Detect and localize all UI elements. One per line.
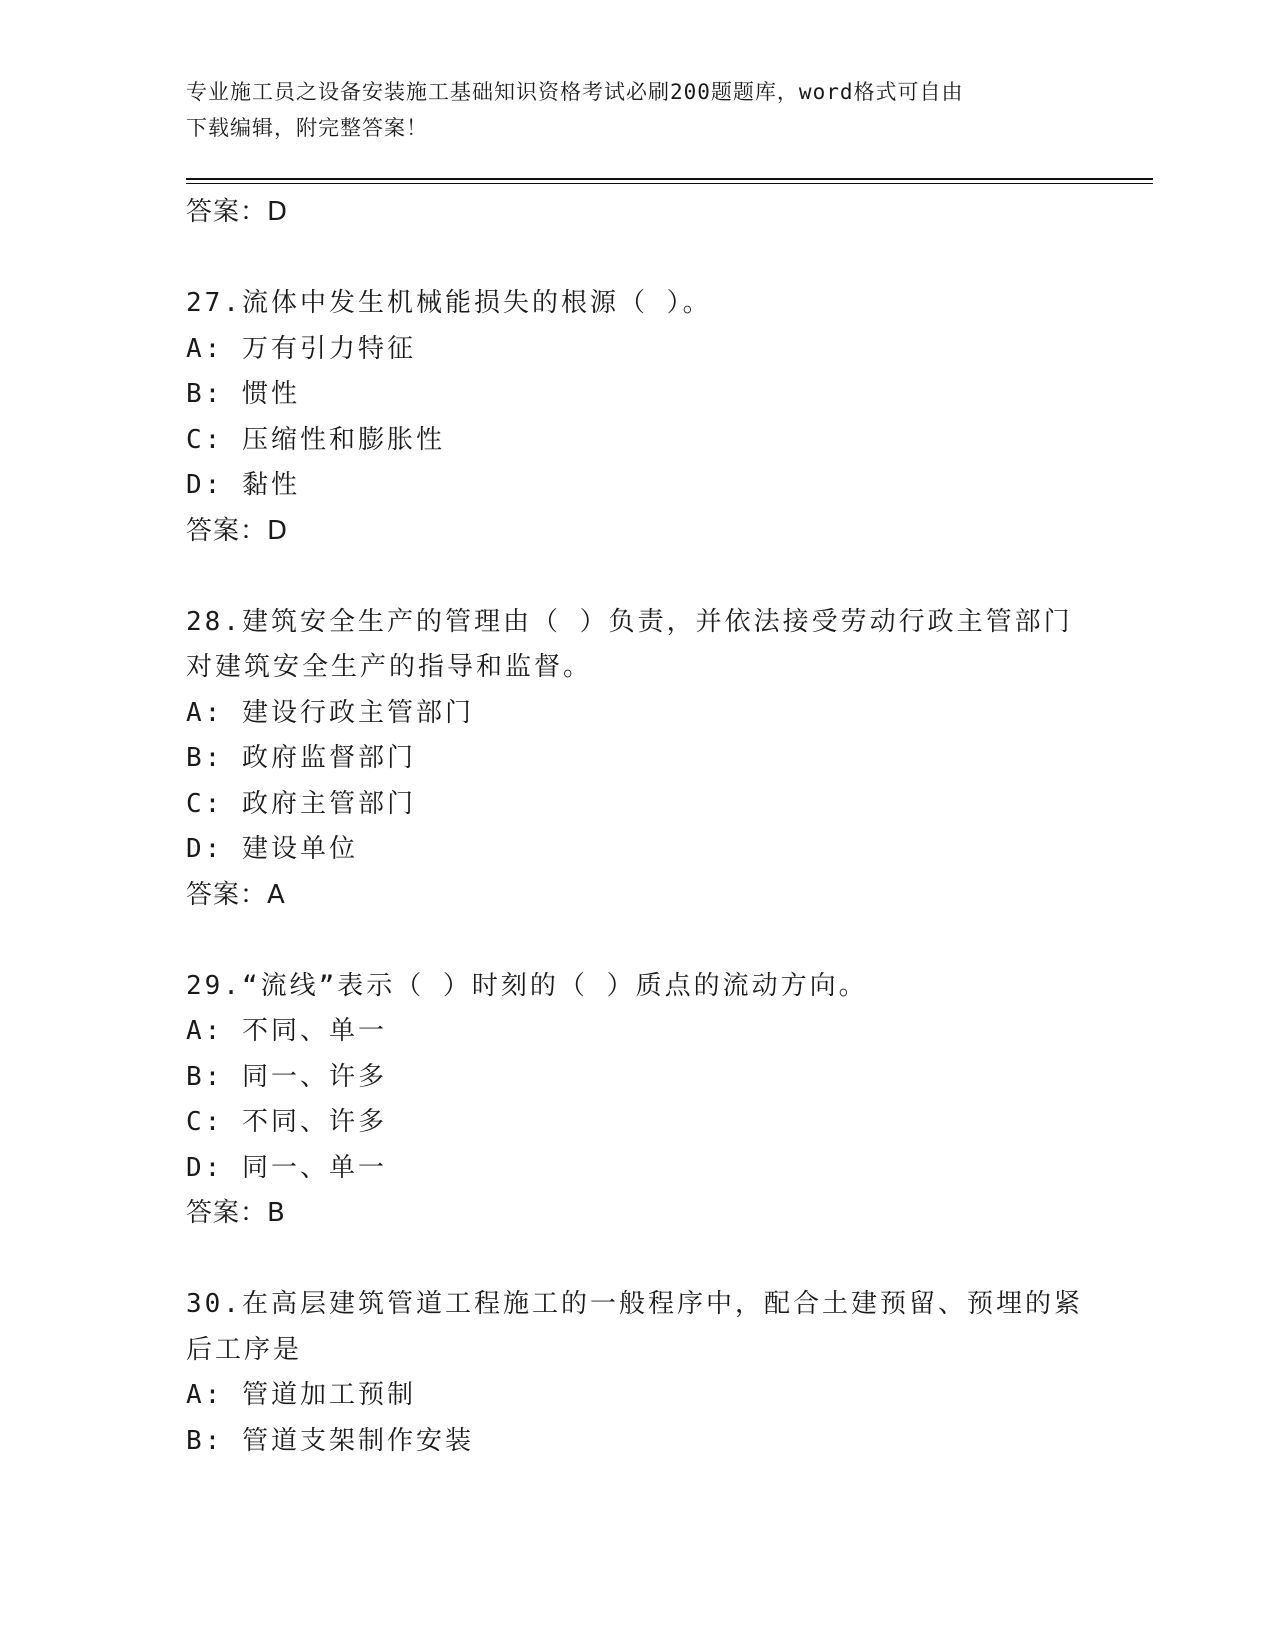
question-block — [186, 281, 1116, 554]
page-content — [186, 190, 1116, 1464]
option-a: A: 万有引力特征 — [186, 333, 416, 364]
option-a: A: 管道加工预制 — [186, 1380, 416, 1410]
header-divider-thin — [186, 183, 1153, 184]
option-b: B: 管道支架制作安装 — [186, 1425, 474, 1456]
document-header — [186, 74, 1086, 146]
answer-line: 答案：D — [186, 515, 289, 546]
option-b: B: 同一、许多 — [186, 1061, 387, 1092]
question-text-continued: 后工序是 — [186, 1334, 303, 1365]
header-divider-thick — [186, 178, 1153, 180]
question-text: 27.流体中发生机械能损失的根源（ ）。 — [186, 288, 712, 318]
answer-line: 答案：B — [186, 1198, 286, 1228]
question-block — [186, 964, 1116, 1237]
option-d: D: 建设单位 — [186, 834, 358, 864]
option-a: A: 不同、单一 — [186, 1016, 387, 1046]
option-d: D: 同一、单一 — [186, 1152, 387, 1183]
question-text-continued: 对建筑安全生产的指导和监督。 — [186, 652, 593, 682]
question-block — [186, 1282, 1116, 1464]
option-c: C: 压缩性和膨胀性 — [186, 424, 445, 455]
question-text: 29.“流线”表示（ ）时刻的（ ）质点的流动方向。 — [186, 970, 868, 1001]
question-text: 28.建筑安全生产的管理由（ ）负责，并依法接受劳动行政主管部门 — [186, 606, 1073, 637]
answer-line: 答案：A — [186, 879, 286, 910]
question-block — [186, 600, 1116, 918]
header-line-2: 下载编辑，附完整答案！ — [186, 116, 428, 140]
header-line-1: 专业施工员之设备安装施工基础知识资格考试必刷200题题库，word格式可自由 — [186, 80, 964, 104]
option-d: D: 黏性 — [186, 470, 300, 500]
option-c: C: 不同、许多 — [186, 1107, 387, 1137]
option-b: B: 惯性 — [186, 379, 300, 409]
answer-line: 答案：D — [186, 197, 289, 227]
option-a: A: 建设行政主管部门 — [186, 697, 474, 728]
question-text: 30.在高层建筑管道工程施工的一般程序中，配合土建预留、预埋的紧 — [186, 1289, 1083, 1319]
option-b: B: 政府监督部门 — [186, 743, 416, 773]
option-c: C: 政府主管部门 — [186, 788, 416, 819]
